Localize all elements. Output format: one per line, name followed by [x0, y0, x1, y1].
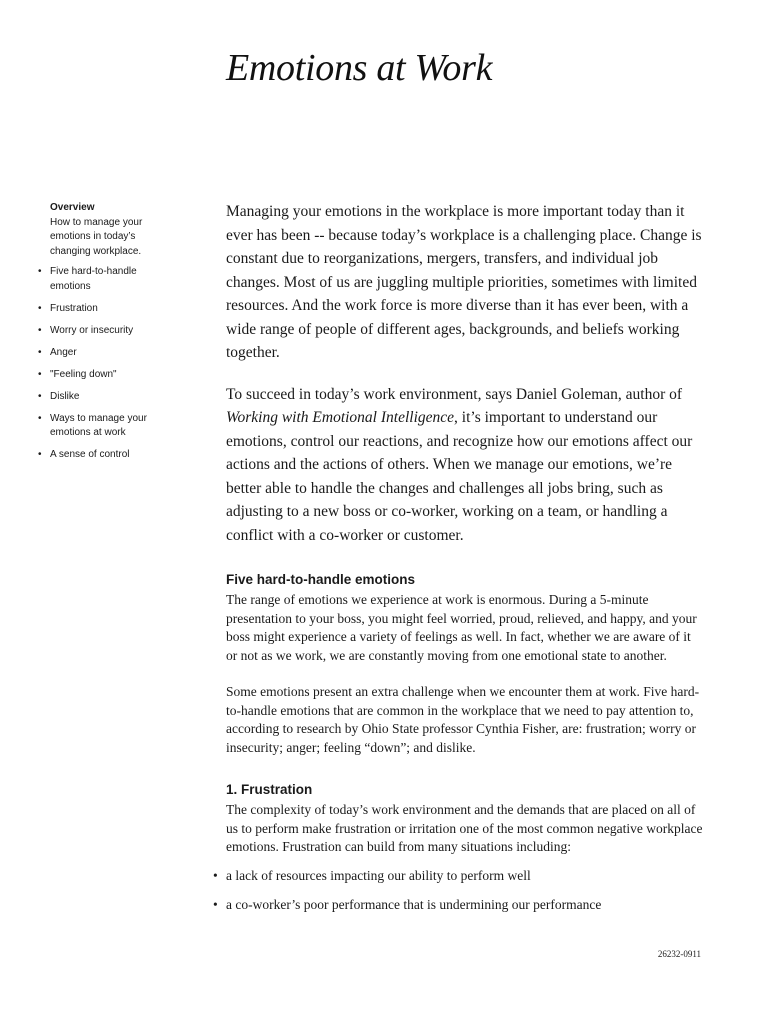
- sidebar-item: [38, 412, 168, 441]
- intro-paragraph-goleman: [226, 383, 704, 548]
- book-title: Working with Emotional Intelligence: [226, 409, 455, 426]
- sidebar-item-label: Frustration: [50, 302, 98, 314]
- sidebar-overview: [38, 201, 168, 470]
- main-content: [213, 200, 704, 925]
- body-paragraph: The complexity of today’s work environment and the demands that are placed on all of us to perform make frustration or irritation one of the most common negative workplace emotions. Frustration can build from many situations including:: [226, 802, 703, 854]
- body-paragraph: Some emotions present an extra challenge when we encounter them at work. Five hard-to-handle emotions that are common in the workplace that we need to pay attention to, according to research by Ohio State professor Cynthia Fisher, are: frustration; worry or insecurity; anger; feeling “down”; and dislike.: [226, 684, 700, 755]
- sidebar-item: [38, 265, 168, 294]
- sidebar-item: [38, 324, 168, 339]
- bullet-icon: •: [38, 266, 42, 277]
- document-number: 26232-0911: [657, 949, 701, 959]
- bullet-list: [213, 867, 704, 914]
- bullet-icon: •: [38, 449, 42, 460]
- sidebar-item: [38, 346, 168, 361]
- sidebar-item-label: A sense of control: [50, 449, 130, 460]
- sidebar-item-label: "Feeling down": [50, 368, 117, 380]
- list-item-text: a co-worker’s poor performance that is undermining our performance: [226, 896, 602, 912]
- bullet-icon: •: [38, 390, 42, 402]
- intro-paragraph: Managing your emotions in the workplace is more important today than it ever has been -- because today’s workplace is a challenging place. Change is constant due to reorganizations, mergers, transfers, and individual job changes. Most of us are juggling multiple priorities, sometimes with limited resources. And the work force is more diverse than it has ever been, with a wide range of people of different ages, backgrounds, and beliefs working together.: [226, 203, 702, 361]
- intro-text: To succeed in today’s work environment, says Daniel Goleman, author of: [226, 385, 683, 403]
- bullet-icon: •: [213, 896, 218, 912]
- sidebar-list: [38, 265, 168, 463]
- sidebar-item: [38, 368, 168, 383]
- sidebar-description: How to manage your emotions in today’s changing workplace.: [50, 216, 143, 257]
- list-item-text: a lack of resources impacting our ability to perform well: [226, 867, 531, 883]
- sidebar-item-label: Five hard-to-handle emotions: [50, 266, 137, 292]
- sidebar-item-label: Dislike: [50, 390, 80, 402]
- bullet-icon: •: [38, 302, 42, 314]
- section-heading-five-emotions: Five hard-to-handle emotions: [226, 572, 416, 587]
- list-item: [213, 896, 704, 914]
- page-title: Emotions at Work: [226, 47, 493, 89]
- bullet-icon: •: [38, 324, 42, 336]
- sidebar-item: [38, 302, 168, 317]
- body-paragraph: The range of emotions we experience at work is enormous. During a 5-minute presentation to your boss, you might feel worried, proud, relieved, and happy, and your boss might experience a variety of feelings as well. In fact, whether we are aware of it or not as we work, we are constantly moving from one emotional state to another.: [226, 592, 697, 663]
- sidebar-item-label: Ways to manage your emotions at work: [50, 412, 147, 438]
- sidebar-item-label: Anger: [50, 346, 77, 358]
- bullet-icon: •: [38, 346, 42, 358]
- sidebar-item: [38, 448, 168, 463]
- sidebar-heading: Overview: [50, 202, 95, 213]
- list-item: [213, 867, 704, 885]
- bullet-icon: •: [213, 867, 218, 883]
- sidebar-item: [38, 390, 168, 405]
- sidebar-item-label: Worry or insecurity: [50, 324, 134, 336]
- bullet-icon: •: [38, 412, 42, 424]
- intro-section: [226, 200, 704, 547]
- section-heading-frustration: 1. Frustration: [226, 782, 313, 797]
- intro-text: , it’s important to understand our emotions, control our reactions, and recognize how our emotions affect our actions and the actions of others. When we manage our emotions, we’re better able to handle the changes and challenges all jobs bring, such as adjusting to a new boss or co-worker, working on a team, or handling a conflict with a co-worker or customer.: [226, 409, 693, 544]
- bullet-icon: •: [38, 368, 42, 380]
